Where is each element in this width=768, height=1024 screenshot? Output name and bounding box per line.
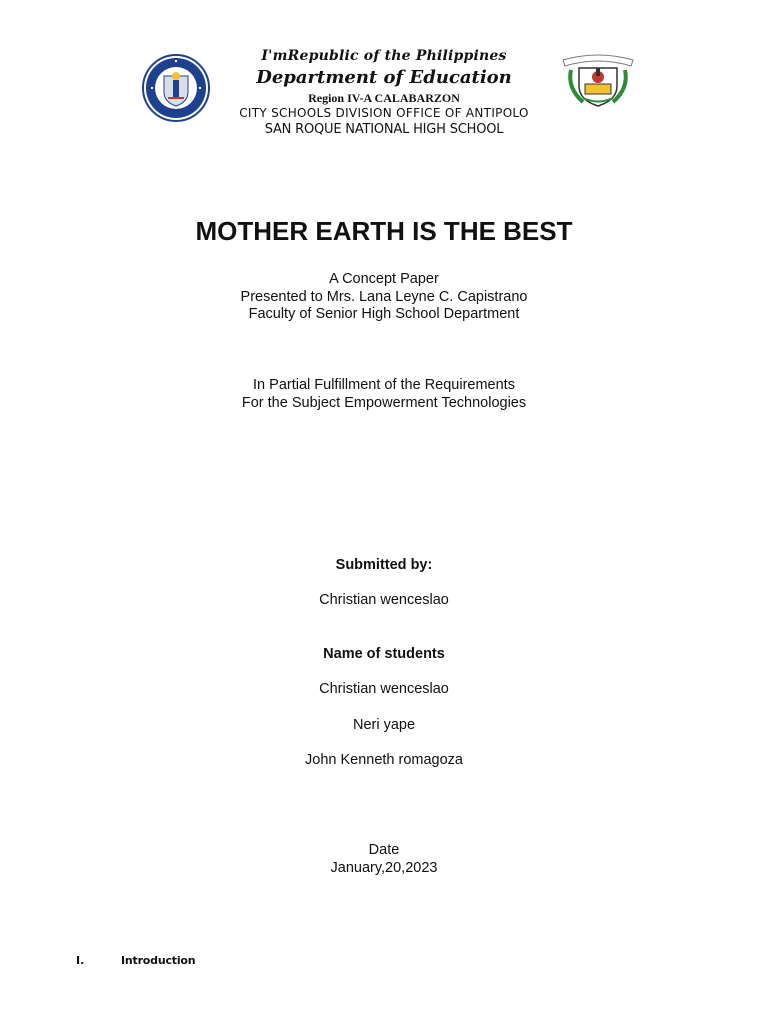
student-name: Christian wenceslao	[319, 681, 449, 697]
submitted-by-label: Submitted by:	[335, 557, 433, 573]
date-value: January,20,2023	[330, 860, 438, 876]
student-name: John Kenneth romagoza	[305, 752, 463, 768]
division-heading: CITY SCHOOLS DIVISION OFFICE OF ANTIPOLO	[239, 106, 529, 120]
paper-title: MOTHER EARTH IS THE BEST	[195, 216, 573, 246]
submitter-name: Christian wenceslao	[319, 592, 449, 608]
republic-heading: I'mRepublic of the Philippines	[261, 48, 507, 64]
section-title: Introduction	[121, 954, 196, 967]
fulfillment-line: In Partial Fulfillment of the Requirements	[253, 377, 515, 393]
date-label: Date	[368, 842, 400, 858]
school-heading: SAN ROQUE NATIONAL HIGH SCHOOL	[264, 122, 504, 137]
faculty-line: Faculty of Senior High School Department	[248, 306, 520, 322]
concept-paper-line: A Concept Paper	[329, 271, 439, 287]
section-number: I.	[76, 954, 85, 967]
presented-to-line: Presented to Mrs. Lana Leyne C. Capistrano	[240, 289, 528, 305]
student-name: Neri yape	[352, 717, 416, 733]
subject-line: For the Subject Empowerment Technologies	[241, 395, 527, 411]
department-heading: Department of Education	[256, 67, 512, 88]
region-heading: Region IV-A CALABARZON	[308, 91, 460, 105]
students-label: Name of students	[323, 646, 445, 662]
